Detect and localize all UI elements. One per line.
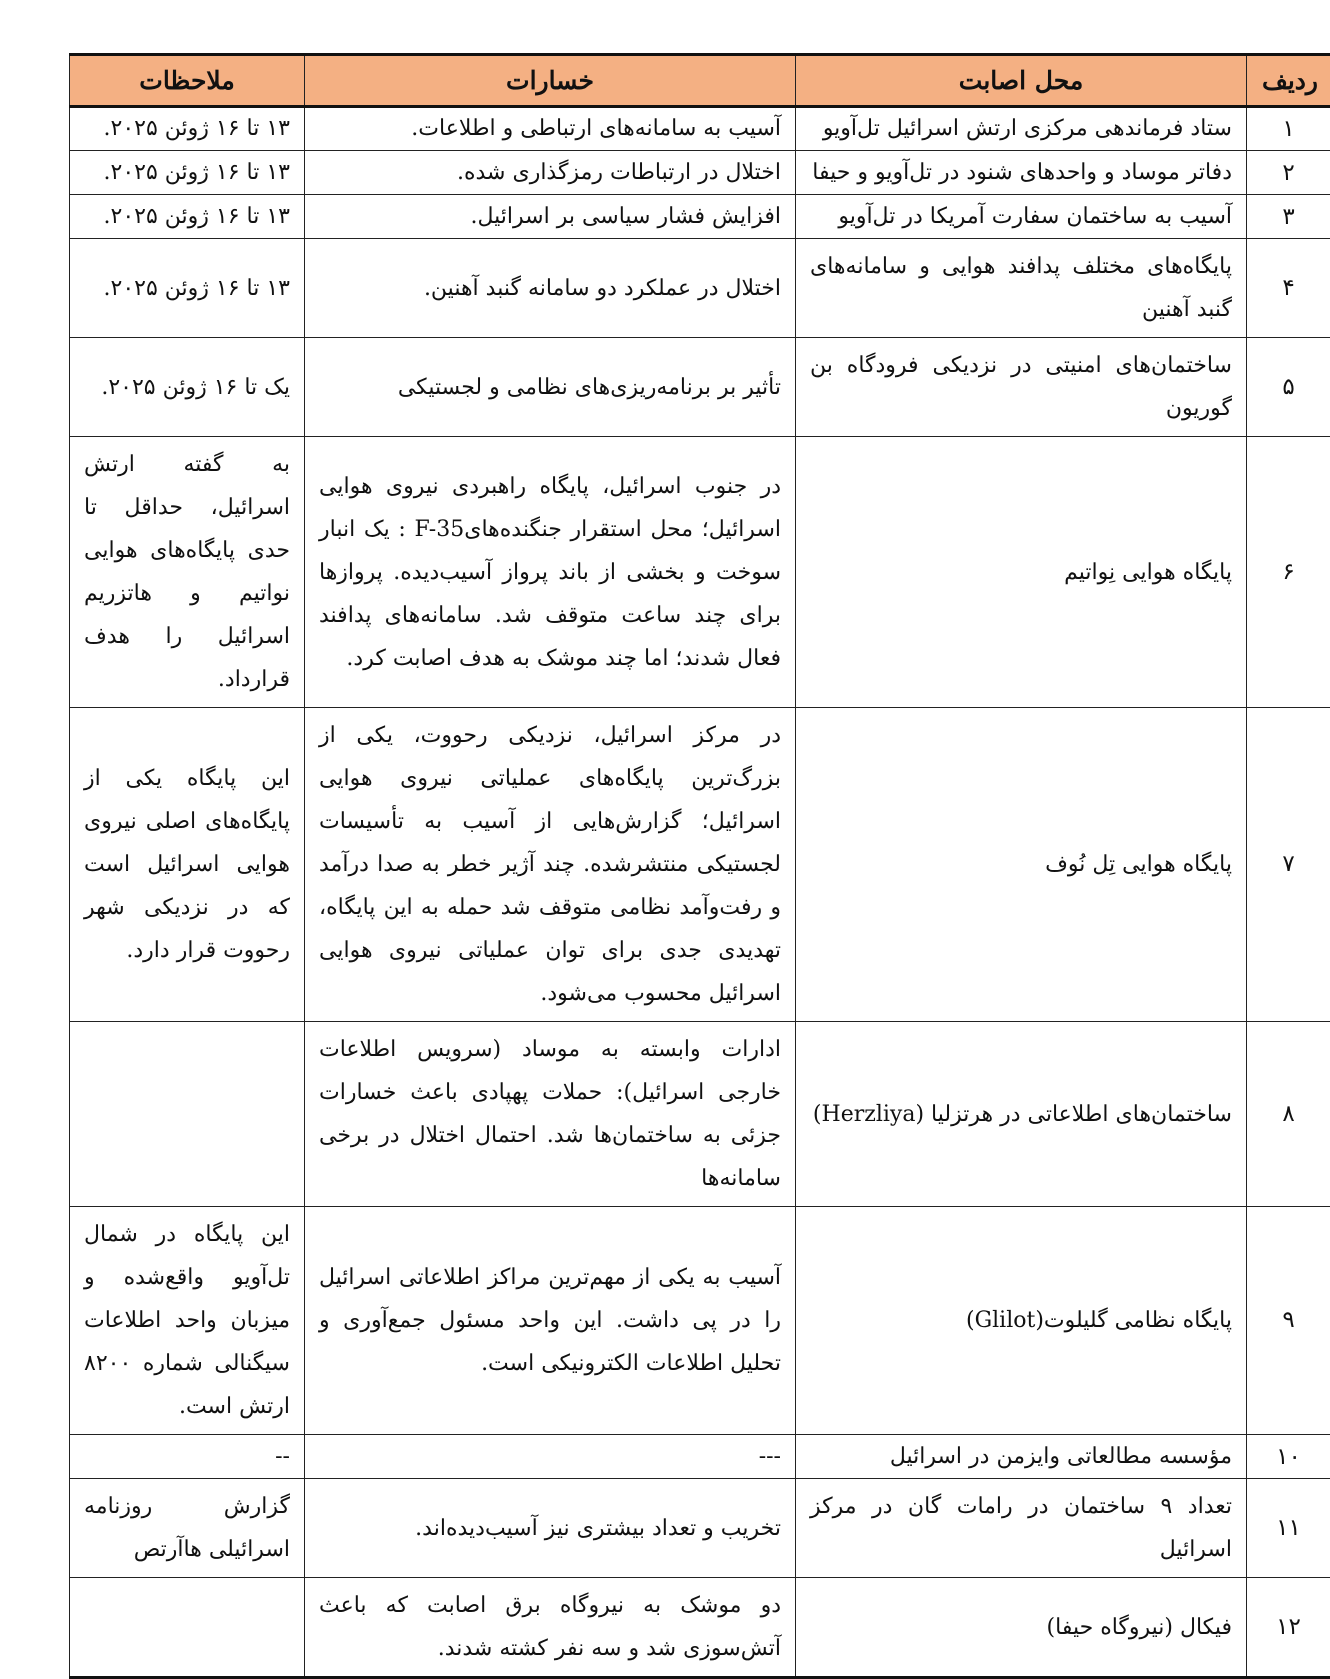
location-cell: ستاد فرماندهی مرکزی ارتش اسرائیل تل‌آویو — [796, 107, 1247, 151]
row-number: ۸ — [1247, 1022, 1330, 1207]
notes-cell: ۱۳ تا ۱۶ ژوئن ۲۰۲۵. — [70, 151, 305, 195]
location-cell: تعداد ۹ ساختمان در رامات گان در مرکز اسرائیل — [796, 1479, 1247, 1578]
table-row — [70, 195, 1330, 239]
row-number: ۲ — [1247, 151, 1330, 195]
damages-cell: --- — [305, 1435, 796, 1479]
damages-cell: افزایش فشار سیاسی بر اسرائیل. — [305, 195, 796, 239]
location-cell: پایگاه نظامی گلیلوت(Glilot) — [796, 1207, 1247, 1435]
table-row — [70, 708, 1330, 1022]
location-cell: پایگاه هوایی نِواتیم — [796, 437, 1247, 708]
notes-cell: گزارش روزنامه اسرائیلی هاآرتص — [70, 1479, 305, 1578]
location-cell: دفاتر موساد و واحدهای شنود در تل‌آویو و حیفا — [796, 151, 1247, 195]
header-row-number: ردیف — [1247, 55, 1330, 107]
notes-cell: ۱۳ تا ۱۶ ژوئن ۲۰۲۵. — [70, 107, 305, 151]
notes-cell: ۱۳ تا ۱۶ ژوئن ۲۰۲۵. — [70, 239, 305, 338]
damages-cell: آسیب به یکی از مهم‌ترین مراکز اطلاعاتی اسرائیل را در پی داشت. این واحد مسئول جمع‌آوری و تحلیل اطلاعات الکترونیکی است. — [305, 1207, 796, 1435]
notes-cell: -- — [70, 1435, 305, 1479]
location-cell: ساختمان‌های اطلاعاتی در هرتزلیا (Herzliya) — [796, 1022, 1247, 1207]
table-row — [70, 107, 1330, 151]
location-cell: پایگاه هوایی تِل نُوف — [796, 708, 1247, 1022]
notes-cell — [70, 1022, 305, 1207]
table-row — [70, 239, 1330, 338]
damages-cell: اختلال در عملکرد دو سامانه گنبد آهنین. — [305, 239, 796, 338]
damages-cell: دو موشک به نیروگاه برق اصابت که باعث آتش‌سوزی شد و سه نفر کشته شدند. — [305, 1578, 796, 1678]
row-number: ۷ — [1247, 708, 1330, 1022]
row-number: ۶ — [1247, 437, 1330, 708]
row-number: ۹ — [1247, 1207, 1330, 1435]
table-row — [70, 437, 1330, 708]
row-number: ۴ — [1247, 239, 1330, 338]
damages-cell: ادارات وابسته به موساد (سرویس اطلاعات خارجی اسرائیل): حملات پهپادی باعث خسارات جزئی به ساختمان‌ها شد. احتمال اختلال در برخی سامانه‌ها — [305, 1022, 796, 1207]
row-number: ۱۲ — [1247, 1578, 1330, 1678]
location-cell: ساختمان‌های امنیتی در نزدیکی فرودگاه بن گوریون — [796, 338, 1247, 437]
damages-cell: اختلال در ارتباطات رمزگذاری شده. — [305, 151, 796, 195]
table-row — [70, 1479, 1330, 1578]
table-row — [70, 1435, 1330, 1479]
notes-cell: یک تا ۱۶ ژوئن ۲۰۲۵. — [70, 338, 305, 437]
damages-cell: تأثیر بر برنامه‌ریزی‌های نظامی و لجستیکی — [305, 338, 796, 437]
notes-cell: ۱۳ تا ۱۶ ژوئن ۲۰۲۵. — [70, 195, 305, 239]
notes-cell — [70, 1578, 305, 1678]
damage-table — [69, 53, 1330, 1679]
location-cell: آسیب به ساختمان سفارت آمریکا در تل‌آویو — [796, 195, 1247, 239]
table-row — [70, 1207, 1330, 1435]
row-number: ۱۰ — [1247, 1435, 1330, 1479]
header-damages: خسارات — [305, 55, 796, 107]
row-number: ۵ — [1247, 338, 1330, 437]
table-row — [70, 338, 1330, 437]
header-location: محل اصابت — [796, 55, 1247, 107]
row-number: ۱۱ — [1247, 1479, 1330, 1578]
table-row — [70, 151, 1330, 195]
notes-cell: به گفته ارتش اسرائیل، حداقل تا حدی پایگاه‌های هوایی نواتیم و هاتزریم اسرائیل را هدف قرارداد. — [70, 437, 305, 708]
notes-cell: این پایگاه در شمال تل‌آویو واقع‌شده و میزبان واحد اطلاعات سیگنالی شماره ۸۲۰۰ ارتش است. — [70, 1207, 305, 1435]
row-number: ۳ — [1247, 195, 1330, 239]
location-cell: فیکال (نیروگاه حیفا) — [796, 1578, 1247, 1678]
location-cell: مؤسسه مطالعاتی وایزمن در اسرائیل — [796, 1435, 1247, 1479]
damages-cell: تخریب و تعداد بیشتری نیز آسیب‌دیده‌اند. — [305, 1479, 796, 1578]
location-cell: پایگاه‌های مختلف پدافند هوایی و سامانه‌های گنبد آهنین — [796, 239, 1247, 338]
damages-cell: در مرکز اسرائیل، نزدیکی رحووت، یکی از بزرگ‌ترین پایگاه‌های عملیاتی نیروی هوایی اسرائیل؛ گزارش‌هایی از آسیب به تأسیسات لجستیکی منتشرشده. چند آژیر خطر به صدا درآمد و رفت‌وآمد نظامی متوقف شد حمله به این پایگاه، تهدیدی جدی برای توان عملیاتی نیروی هوایی اسرائیل محسوب می‌شود. — [305, 708, 796, 1022]
row-number: ۱ — [1247, 107, 1330, 151]
table-row — [70, 1022, 1330, 1207]
header-row — [70, 55, 1330, 107]
damages-cell: در جنوب اسرائیل، پایگاه راهبردی نیروی هوایی اسرائیل؛ محل استقرار جنگنده‌هایF-35 : یک انبار سوخت و بخشی از باند پرواز آسیب‌دیده. پروازها برای چند ساعت متوقف شد. سامانه‌های پدافند فعال شدند؛ اما چند موشک به هدف اصابت کرد. — [305, 437, 796, 708]
notes-cell: این پایگاه یکی از پایگاه‌های اصلی نیروی هوایی اسرائیل است که در نزدیکی شهر رحووت قرار دارد. — [70, 708, 305, 1022]
header-notes: ملاحظات — [70, 55, 305, 107]
table-row — [70, 1578, 1330, 1678]
damages-cell: آسیب به سامانه‌های ارتباطی و اطلاعات. — [305, 107, 796, 151]
